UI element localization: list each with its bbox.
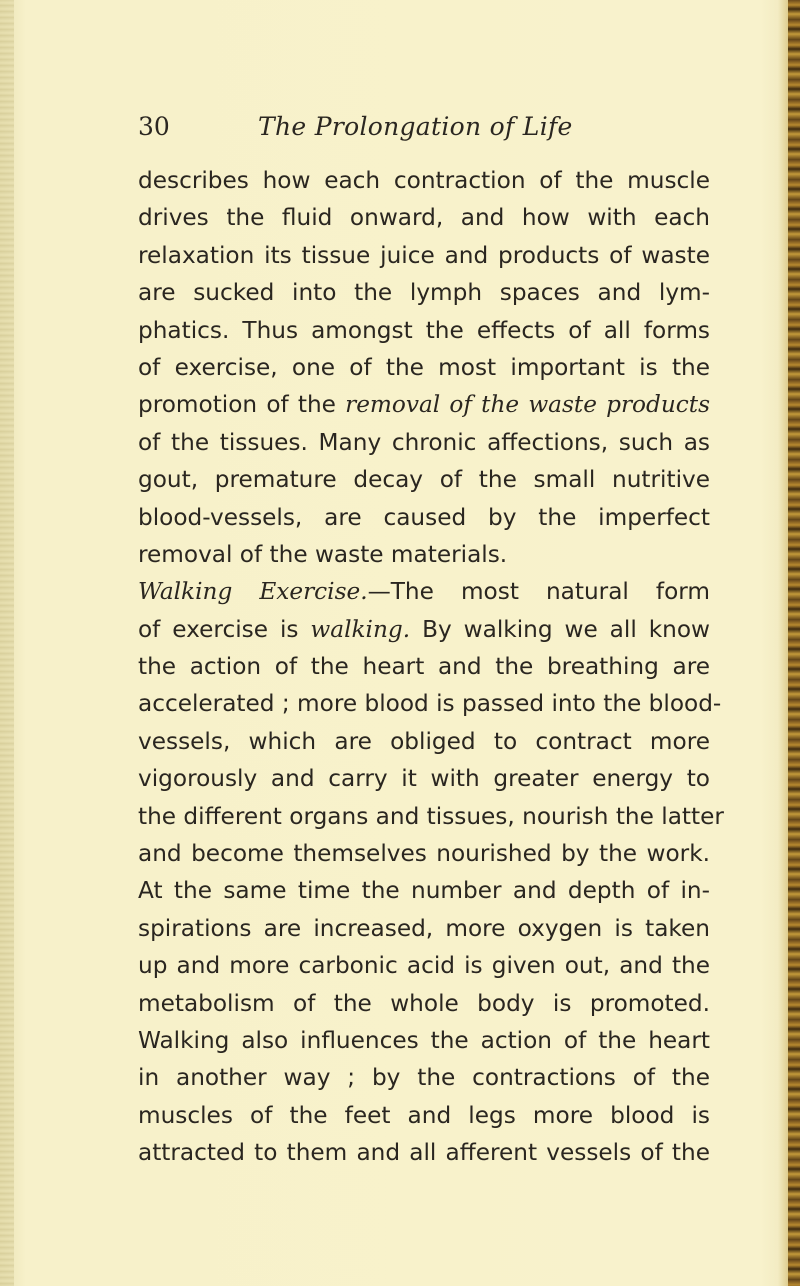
text-line: drives the fluid onward, and how with each [138, 204, 710, 232]
text-segment: By walking we all know [410, 615, 710, 643]
text-line: describes how each contraction of the muscle [138, 167, 710, 194]
section-heading: Walking Exercise. [138, 578, 368, 606]
text-line: accelerated ; more blood is passed into the blood- [138, 690, 722, 718]
italic-word: walking. [310, 615, 411, 643]
book-spine-edge [788, 0, 800, 1286]
page-gutter-edge [0, 0, 14, 1286]
text-line: Walking also influences the action of the heart [138, 1026, 710, 1054]
text-line: in another way ; by the contractions of the [138, 1064, 710, 1092]
text-line: gout, premature decay of the small nutritive [138, 466, 710, 494]
text-line [138, 386, 710, 423]
text-segment: —The most natural form [367, 578, 710, 606]
text-line: attracted to them and all afferent vessels of the [138, 1139, 710, 1167]
text-line: of exercise, one of the most important is the [138, 353, 710, 381]
text-line: the different organs and tissues, nourish the latter [138, 802, 724, 830]
text-line [138, 611, 710, 648]
text-line: removal of the waste materials. [138, 540, 508, 568]
running-header [138, 112, 698, 152]
text-line: blood-vessels, are caused by the imperfect [138, 503, 710, 531]
page-edge-shadow [778, 0, 788, 1286]
text-line: are sucked into the lymph spaces and lym- [138, 279, 710, 307]
text-line: up and more carbonic acid is given out, and the [138, 952, 710, 980]
text-line: muscles of the feet and legs more blood is [138, 1101, 710, 1129]
text-line [138, 573, 710, 610]
text-line: vessels, which are obliged to contract more [138, 727, 710, 755]
text-line: spirations are increased, more oxygen is taken [138, 914, 710, 942]
text-segment: of exercise is [138, 615, 311, 643]
text-segment: promotion of the [138, 391, 346, 419]
text-line: relaxation its tissue juice and products of waste [138, 241, 710, 269]
text-line: phatics. Thus amongst the effects of all forms [138, 316, 710, 344]
text-line: the action of the heart and the breathing are [138, 653, 710, 681]
text-line: vigorously and carry it with greater energy to [138, 765, 710, 793]
italic-phrase: removal of the waste products [345, 391, 711, 419]
running-title: The Prolongation of Life [258, 112, 573, 141]
page-number: 30 [138, 112, 170, 141]
text-line: and become themselves nourished by the work. [138, 840, 710, 868]
text-line: At the same time the number and depth of in- [138, 877, 710, 905]
text-line: of the tissues. Many chronic affections, such as [138, 428, 710, 456]
text-line: metabolism of the whole body is promoted. [138, 989, 710, 1017]
body-text [138, 162, 724, 1172]
